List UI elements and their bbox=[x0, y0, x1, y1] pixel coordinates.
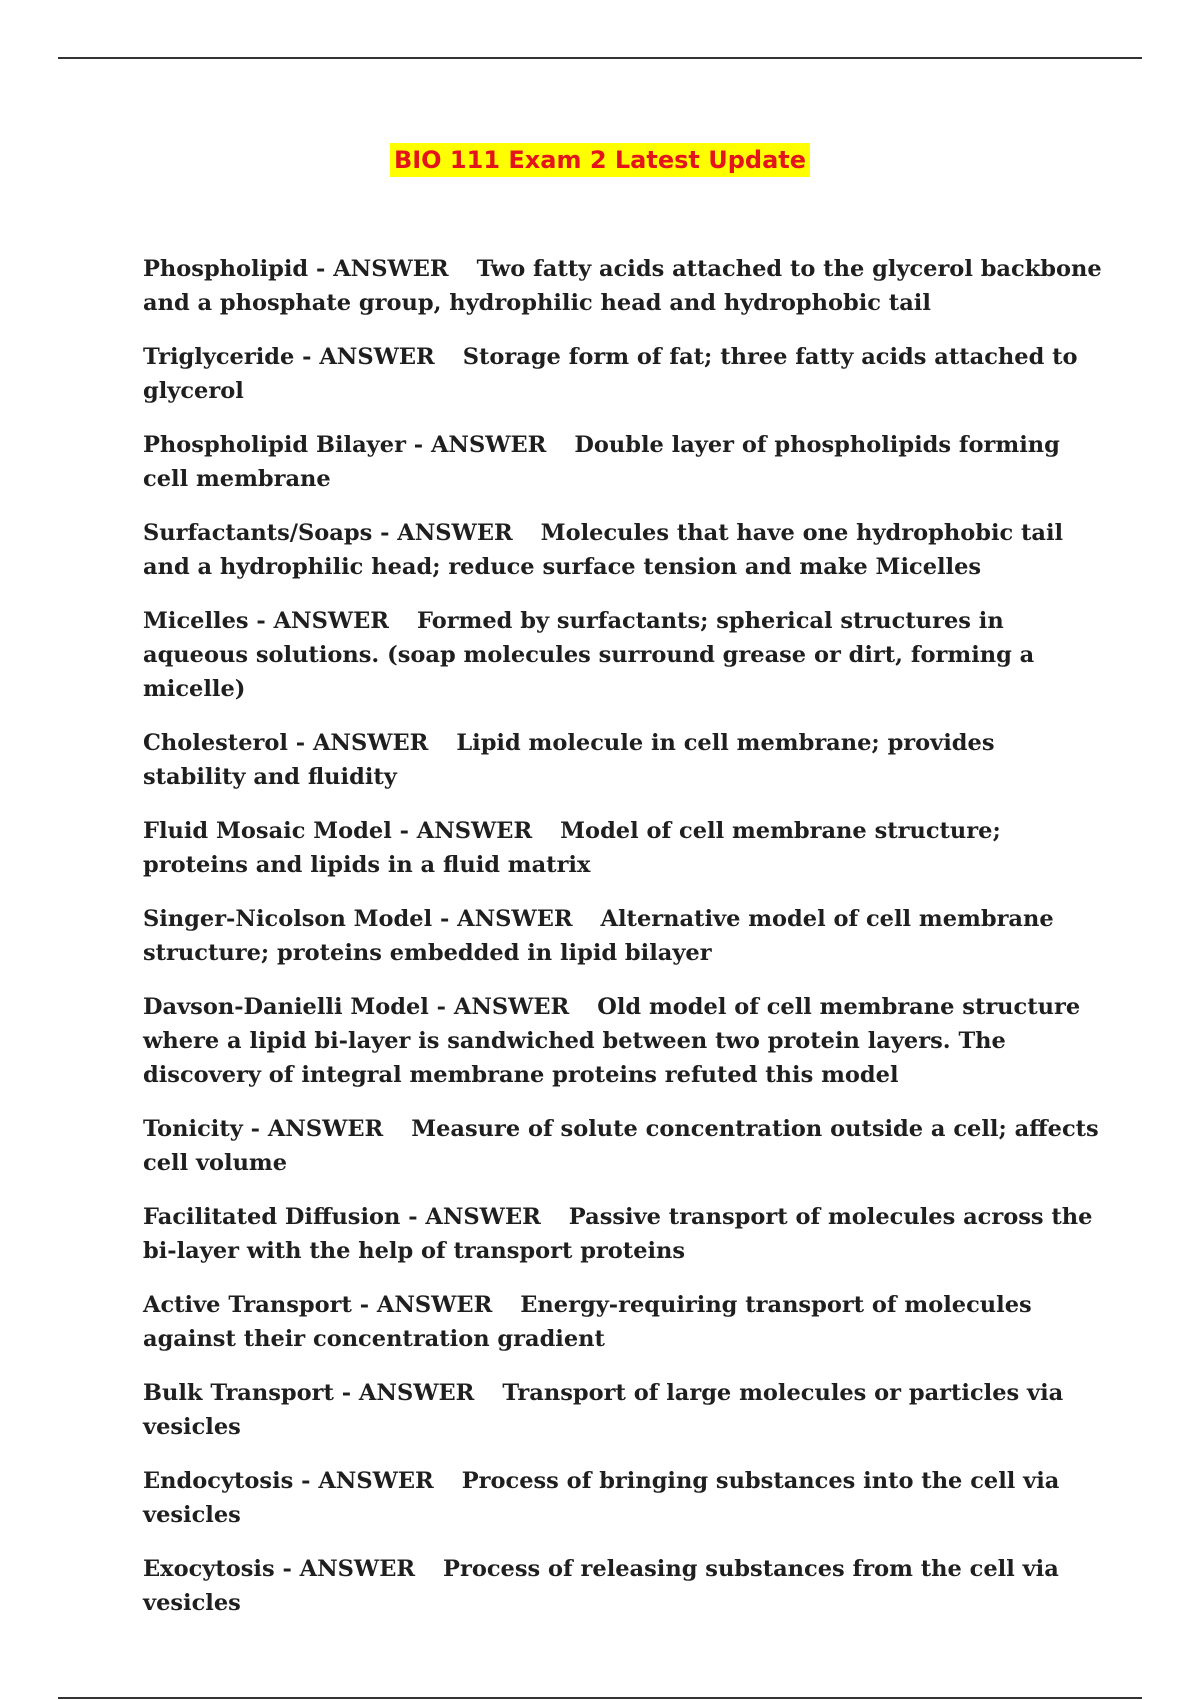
entry-term: Singer-Nicolson Model bbox=[143, 906, 433, 932]
entry-definition: Transport of large molecules or particles via vesicles bbox=[143, 1380, 1064, 1440]
entry-definition: Process of releasing substances from the cell via vesicles bbox=[143, 1556, 1059, 1616]
entry-definition: Process of bringing substances into the cell via vesicles bbox=[143, 1468, 1060, 1528]
entry-separator: - bbox=[294, 344, 320, 370]
document-title: BIO 111 Exam 2 Latest Update bbox=[390, 143, 810, 177]
entry-answer-label: ANSWER bbox=[397, 520, 513, 546]
flashcard-entry bbox=[143, 604, 1103, 706]
entry-separator: - bbox=[274, 1556, 300, 1582]
entry-definition: Alternative model of cell membrane structure; proteins embedded in lipid bilayer bbox=[143, 906, 1054, 966]
entry-definition: Formed by surfactants; spherical structures in aqueous solutions. (soap molecules surround grease or dirt, forming a micelle) bbox=[143, 608, 1035, 702]
entry-term: Facilitated Diffusion bbox=[143, 1204, 401, 1230]
flashcard-entry bbox=[143, 1552, 1103, 1620]
entry-answer-label: ANSWER bbox=[267, 1116, 384, 1142]
flashcard-entry bbox=[143, 1112, 1103, 1180]
flashcard-entry bbox=[143, 814, 1103, 882]
entry-answer-label: ANSWER bbox=[358, 1380, 475, 1406]
entry-definition: Double layer of phospholipids forming cell membrane bbox=[143, 432, 1060, 492]
entry-separator: - bbox=[248, 608, 274, 634]
entry-definition: Measure of solute concentration outside a cell; affects cell volume bbox=[143, 1116, 1099, 1176]
entry-term: Exocytosis bbox=[143, 1556, 275, 1582]
flashcard-entry bbox=[143, 428, 1103, 496]
entry-answer-label: ANSWER bbox=[312, 730, 429, 756]
entry-answer-label: ANSWER bbox=[273, 608, 389, 634]
entry-answer-label: ANSWER bbox=[333, 256, 449, 282]
entry-term: Bulk Transport bbox=[143, 1380, 334, 1406]
entry-separator: - bbox=[432, 906, 458, 932]
entry-term: Cholesterol bbox=[143, 730, 288, 756]
entry-separator: - bbox=[308, 256, 334, 282]
flashcard-entry bbox=[143, 340, 1103, 408]
entry-term: Micelles bbox=[143, 608, 249, 634]
flashcard-entry bbox=[143, 516, 1103, 584]
entry-term: Active Transport bbox=[143, 1292, 352, 1318]
entry-separator: - bbox=[287, 730, 313, 756]
entry-separator: - bbox=[400, 1204, 426, 1230]
entry-answer-label: ANSWER bbox=[453, 994, 570, 1020]
entry-answer-label: ANSWER bbox=[376, 1292, 493, 1318]
entry-definition: Model of cell membrane structure; proteins and lipids in a fluid matrix bbox=[143, 818, 1001, 878]
entry-definition: Lipid molecule in cell membrane; provides stability and fluidity bbox=[143, 730, 995, 790]
flashcard-entry bbox=[143, 1376, 1103, 1444]
entry-separator: - bbox=[428, 994, 454, 1020]
entry-separator: - bbox=[391, 818, 417, 844]
flashcard-entry bbox=[143, 726, 1103, 794]
entry-definition: Storage form of fat; three fatty acids attached to glycerol bbox=[143, 344, 1078, 404]
flashcard-entry bbox=[143, 1200, 1103, 1268]
entry-definition: Molecules that have one hydrophobic tail and a hydrophilic head; reduce surface tension and make Micelles bbox=[143, 520, 1064, 580]
flashcard-entry bbox=[143, 1464, 1103, 1532]
entry-answer-label: ANSWER bbox=[299, 1556, 416, 1582]
flashcard-list bbox=[143, 252, 1103, 1640]
entry-separator: - bbox=[372, 520, 398, 546]
flashcard-entry bbox=[143, 902, 1103, 970]
entry-separator: - bbox=[293, 1468, 319, 1494]
entry-answer-label: ANSWER bbox=[430, 432, 547, 458]
entry-separator: - bbox=[351, 1292, 377, 1318]
entry-separator: - bbox=[242, 1116, 268, 1142]
flashcard-entry bbox=[143, 252, 1103, 320]
title-container bbox=[0, 143, 1200, 177]
entry-answer-label: ANSWER bbox=[416, 818, 533, 844]
entry-answer-label: ANSWER bbox=[457, 906, 573, 932]
entry-answer-label: ANSWER bbox=[425, 1204, 541, 1230]
entry-definition: Old model of cell membrane structure where a lipid bi-layer is sandwiched between two protein layers. The discovery of integral membrane proteins refuted this model bbox=[143, 994, 1081, 1088]
entry-term: Phospholipid bbox=[143, 256, 309, 282]
entry-definition: Energy-requiring transport of molecules against their concentration gradient bbox=[143, 1292, 1032, 1352]
entry-term: Fluid Mosaic Model bbox=[143, 818, 392, 844]
bottom-rule bbox=[58, 1697, 1142, 1699]
entry-term: Phospholipid Bilayer bbox=[143, 432, 406, 458]
entry-term: Endocytosis bbox=[143, 1468, 294, 1494]
entry-term: Tonicity bbox=[143, 1116, 243, 1142]
flashcard-entry bbox=[143, 1288, 1103, 1356]
entry-term: Triglyceride bbox=[143, 344, 295, 370]
entry-definition: Two fatty acids attached to the glycerol backbone and a phosphate group, hydrophilic head and hydrophobic tail bbox=[143, 256, 1102, 316]
entry-answer-label: ANSWER bbox=[318, 1468, 434, 1494]
entry-definition: Passive transport of molecules across the bi-layer with the help of transport proteins bbox=[143, 1204, 1093, 1264]
entry-separator: - bbox=[405, 432, 431, 458]
top-rule bbox=[58, 57, 1142, 59]
entry-answer-label: ANSWER bbox=[319, 344, 435, 370]
entry-separator: - bbox=[333, 1380, 359, 1406]
entry-term: Surfactants/Soaps bbox=[143, 520, 373, 546]
entry-term: Davson-Danielli Model bbox=[143, 994, 429, 1020]
flashcard-entry bbox=[143, 990, 1103, 1092]
